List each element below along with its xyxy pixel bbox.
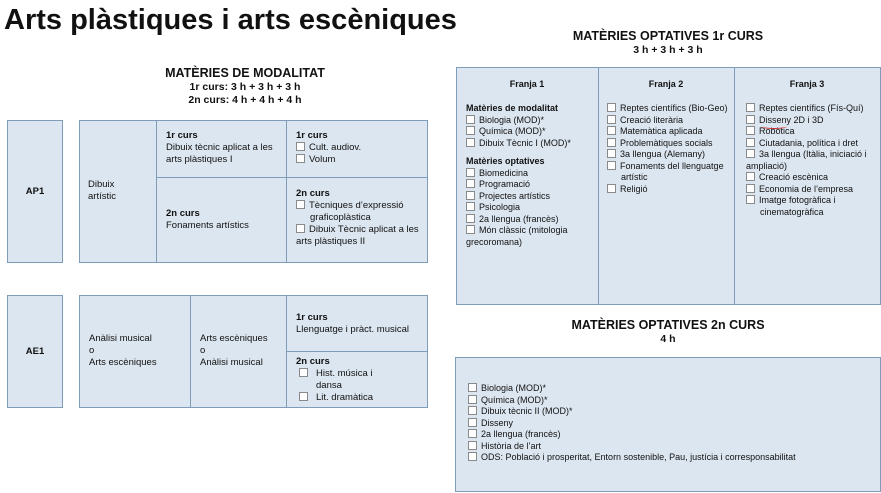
option-label: Imatge fotogràfica i cinematogràfica xyxy=(759,195,836,217)
option-label: Tècniques d’expressió graficoplàstica xyxy=(309,200,404,223)
ap1-course1-text: Dibuix tècnic aplicat a les arts plàstiques I xyxy=(166,142,273,165)
ap1-course2-head: 2n curs xyxy=(166,208,200,219)
opt2-title: MATÈRIES OPTATIVES 2n CURS xyxy=(571,318,765,332)
option-matematica-aplicada[interactable] xyxy=(607,126,731,138)
franja3-box xyxy=(734,67,881,305)
option-biomedicina[interactable] xyxy=(466,168,596,180)
checkbox[interactable] xyxy=(746,184,755,193)
checkbox[interactable] xyxy=(466,202,475,211)
option-label: Ciutadania, política i dret xyxy=(759,137,859,148)
ae1-col2-line: Anàlisi musical xyxy=(200,357,263,368)
ap1-course2-box xyxy=(156,177,287,263)
option-label: Projectes artístics xyxy=(479,190,551,201)
checkbox[interactable] xyxy=(746,126,755,135)
annotation-underline xyxy=(761,124,787,129)
option-quimica-mod[interactable] xyxy=(466,126,596,138)
option-biologia-mod-2[interactable] xyxy=(468,383,878,395)
option-label: Història de l’art xyxy=(481,440,542,451)
option-programacio[interactable] xyxy=(466,179,596,191)
option-label: Volum xyxy=(309,154,336,165)
option-label: Economia de l’empresa xyxy=(759,183,854,194)
option-biologia-mod[interactable] xyxy=(466,115,596,127)
ap1-right2-box xyxy=(286,177,428,263)
modalitat-title: MATÈRIES DE MODALITAT xyxy=(165,66,325,80)
ap1-course2-text: Fonaments artístics xyxy=(166,220,249,231)
option-label: ODS: Població i prosperitat, Entorn sostenible, Pau, justícia i corresponsabilitat xyxy=(481,452,796,462)
option-imatge-fotografica[interactable] xyxy=(746,195,876,218)
option-label: Dibuix tècnic II (MOD)* xyxy=(481,406,573,416)
ap1-course2-content xyxy=(166,208,286,232)
checkbox[interactable] xyxy=(607,103,616,112)
franja1-head: Franja 1 xyxy=(509,79,545,89)
ae1-right1-text: Llenguatge i pràct. musical xyxy=(296,324,410,335)
ap1-right1-content xyxy=(296,130,426,166)
ae1-right1-head: 1r curs xyxy=(296,312,328,323)
checkbox[interactable] xyxy=(468,429,477,438)
option-cult-audiov[interactable] xyxy=(296,142,426,154)
option-tecniques-expressio[interactable] xyxy=(296,200,426,224)
modalitat-line1: 1r curs: 3 h + 3 h + 3 h xyxy=(189,81,301,93)
ae1-col1-box xyxy=(79,295,191,408)
ap1-subject-box xyxy=(79,120,157,263)
ae1-code: AE1 xyxy=(25,346,45,357)
option-religio[interactable] xyxy=(607,184,731,196)
checkbox[interactable] xyxy=(466,126,475,135)
ap1-subject: Dibuix artístic xyxy=(88,179,116,202)
ae1-col2-box xyxy=(190,295,287,408)
option-label: Cult. audiov. xyxy=(309,142,362,153)
option-reptes-fis-qui[interactable] xyxy=(746,103,876,115)
option-label: 2a llengua (francès) xyxy=(481,429,561,439)
franja2-content xyxy=(607,103,731,195)
option-label: Programació xyxy=(479,179,531,189)
option-label: Robòtica xyxy=(759,126,795,136)
option-label: Disseny 2D i 3D xyxy=(759,114,824,125)
checkbox[interactable] xyxy=(468,441,477,450)
franja1-box xyxy=(456,67,599,305)
option-label: Química (MOD)* xyxy=(481,394,548,405)
modalitat-line2: 2n curs: 4 h + 4 h + 4 h xyxy=(188,94,302,106)
ap1-right2-head: 2n curs xyxy=(296,188,330,199)
checkbox[interactable] xyxy=(746,149,755,158)
option-label: Religió xyxy=(620,183,648,194)
ae1-col1-line: o xyxy=(89,345,95,356)
checkbox[interactable] xyxy=(607,184,616,193)
checkbox[interactable] xyxy=(466,138,475,147)
option-quimica-mod-2[interactable] xyxy=(468,395,878,407)
opt1-header xyxy=(540,29,796,57)
opt1-title: MATÈRIES OPTATIVES 1r CURS xyxy=(572,29,764,43)
option-label: Lit. dramàtica xyxy=(316,392,374,403)
option-psicologia[interactable] xyxy=(466,202,596,214)
checkbox[interactable] xyxy=(296,154,305,163)
ae1-right2-head: 2n curs xyxy=(296,356,330,367)
option-label: Hist. música i dansa xyxy=(316,368,373,391)
ae1-right1-content xyxy=(296,312,426,336)
opt2-hours: 4 h xyxy=(660,333,676,345)
checkbox[interactable] xyxy=(746,172,755,181)
checkbox[interactable] xyxy=(746,103,755,112)
option-label: Psicologia xyxy=(479,202,521,212)
option-3a-llengua-italia[interactable] xyxy=(746,149,876,172)
checkbox[interactable] xyxy=(607,115,616,124)
ae1-col1-content xyxy=(89,333,157,369)
checkbox[interactable] xyxy=(746,195,755,204)
checkbox[interactable] xyxy=(466,191,475,200)
option-label: Reptes científics (Bio-Geo) xyxy=(620,103,728,113)
option-volum[interactable] xyxy=(296,154,426,166)
ae1-col1-line: Arts escèniques xyxy=(89,357,157,368)
checkbox[interactable] xyxy=(607,138,616,147)
ae1-right2-box xyxy=(286,351,428,408)
option-projectes-artistics[interactable] xyxy=(466,191,596,203)
checkbox[interactable] xyxy=(607,126,616,135)
checkbox[interactable] xyxy=(468,406,477,415)
option-label: Disseny xyxy=(481,417,514,428)
checkbox[interactable] xyxy=(746,115,755,124)
option-economia-empresa[interactable] xyxy=(746,184,876,196)
option-2a-llengua-frances-2[interactable] xyxy=(468,429,878,441)
option-historia-art[interactable] xyxy=(468,441,878,453)
option-reptes-bio-geo[interactable] xyxy=(607,103,731,115)
checkbox[interactable] xyxy=(296,142,305,151)
option-label: Problemàtiques socials xyxy=(620,137,713,148)
option-label: Biomedicina xyxy=(479,167,529,178)
ae1-code-box xyxy=(7,295,63,408)
option-label: Matemàtica aplicada xyxy=(620,126,703,136)
checkbox[interactable] xyxy=(607,161,616,170)
checkbox[interactable] xyxy=(466,179,475,188)
ae1-col1-line: Anàlisi musical xyxy=(89,333,152,344)
option-label: Creació escènica xyxy=(759,172,829,182)
option-label: 3a llengua (Itàlia, iniciació i ampliació) xyxy=(746,149,867,171)
option-dibuix-tecnic-ii[interactable] xyxy=(468,406,878,418)
option-lit-dramatica[interactable] xyxy=(296,392,426,404)
checkbox[interactable] xyxy=(466,225,475,234)
option-ods[interactable] xyxy=(468,452,878,464)
option-label: 3a llengua (Alemany) xyxy=(620,149,706,159)
ap1-course1-content xyxy=(166,130,286,166)
franja1-content xyxy=(466,103,596,248)
checkbox[interactable] xyxy=(466,168,475,177)
page-title: Arts plàstiques i arts escèniques xyxy=(4,4,457,36)
option-ciutadania[interactable] xyxy=(746,138,876,150)
option-label: Dibuix Tècnic aplicat a les arts plàstiques II xyxy=(296,224,419,247)
ap1-code-box xyxy=(7,120,63,263)
ae1-right2-content xyxy=(296,356,426,404)
option-fonaments-llenguatge[interactable] xyxy=(607,161,731,184)
option-label: Fonaments del llenguatge artístic xyxy=(620,160,724,182)
ae1-right1-box xyxy=(286,295,428,352)
checkbox[interactable] xyxy=(607,149,616,158)
checkbox[interactable] xyxy=(468,395,477,404)
checkbox[interactable] xyxy=(466,115,475,124)
checkbox[interactable] xyxy=(746,138,755,147)
ap1-right2-content xyxy=(296,188,426,248)
franja2-box xyxy=(598,67,735,305)
option-disseny[interactable] xyxy=(468,418,878,430)
ap1-code: AP1 xyxy=(25,186,45,197)
option-creacio-escenica[interactable] xyxy=(746,172,876,184)
franja3-content xyxy=(746,103,876,218)
ae1-col2-line: Arts escèniques xyxy=(200,333,268,344)
option-2a-llengua-frances[interactable] xyxy=(466,214,596,226)
option-label: Món clàssic (mitologia grecoromana) xyxy=(466,225,568,247)
checkbox[interactable] xyxy=(296,200,305,209)
option-label: Dibuix Tècnic I (MOD)* xyxy=(479,137,571,148)
modalitat-header xyxy=(120,66,370,107)
checkbox[interactable] xyxy=(296,224,305,233)
option-3a-llengua-alemany[interactable] xyxy=(607,149,731,161)
opt2-header xyxy=(540,318,796,346)
checkbox[interactable] xyxy=(468,452,477,461)
option-label: Reptes científics (Fís-Quí) xyxy=(759,103,864,113)
ap1-right1-head: 1r curs xyxy=(296,130,328,141)
option-mon-classic[interactable] xyxy=(466,225,596,248)
option-hist-musica[interactable] xyxy=(296,368,396,392)
franja1-opt-head: Matèries optatives xyxy=(466,156,545,166)
option-dibuix-tecnic-mod[interactable] xyxy=(466,138,596,150)
option-creacio-literaria[interactable] xyxy=(607,115,731,127)
ap1-right1-box xyxy=(286,120,428,178)
checkbox[interactable] xyxy=(468,418,477,427)
ae1-col2-content xyxy=(200,333,268,369)
ap1-course1-head: 1r curs xyxy=(166,130,198,141)
option-label: Biologia (MOD)* xyxy=(481,383,547,393)
franja2-head: Franja 2 xyxy=(648,79,684,89)
franja3-head: Franja 3 xyxy=(789,79,825,89)
franja1-mod-head: Matèries de modalitat xyxy=(466,103,559,113)
checkbox[interactable] xyxy=(299,368,308,377)
option-problematiques-socials[interactable] xyxy=(607,138,731,150)
checkbox[interactable] xyxy=(299,392,308,401)
ae1-col2-line: o xyxy=(200,345,206,356)
option-dibuix-tecnic-arts[interactable] xyxy=(296,224,426,248)
checkbox[interactable] xyxy=(468,383,477,392)
option-label: Química (MOD)* xyxy=(479,126,546,136)
option-label: 2a llengua (francès) xyxy=(479,213,559,224)
opt1-hours: 3 h + 3 h + 3 h xyxy=(633,44,703,56)
option-label: Creació literària xyxy=(620,114,684,125)
opt2-content xyxy=(468,383,878,464)
checkbox[interactable] xyxy=(466,214,475,223)
option-label: Biologia (MOD)* xyxy=(479,114,545,125)
ap1-course1-box xyxy=(156,120,287,178)
opt2-box xyxy=(455,357,881,492)
